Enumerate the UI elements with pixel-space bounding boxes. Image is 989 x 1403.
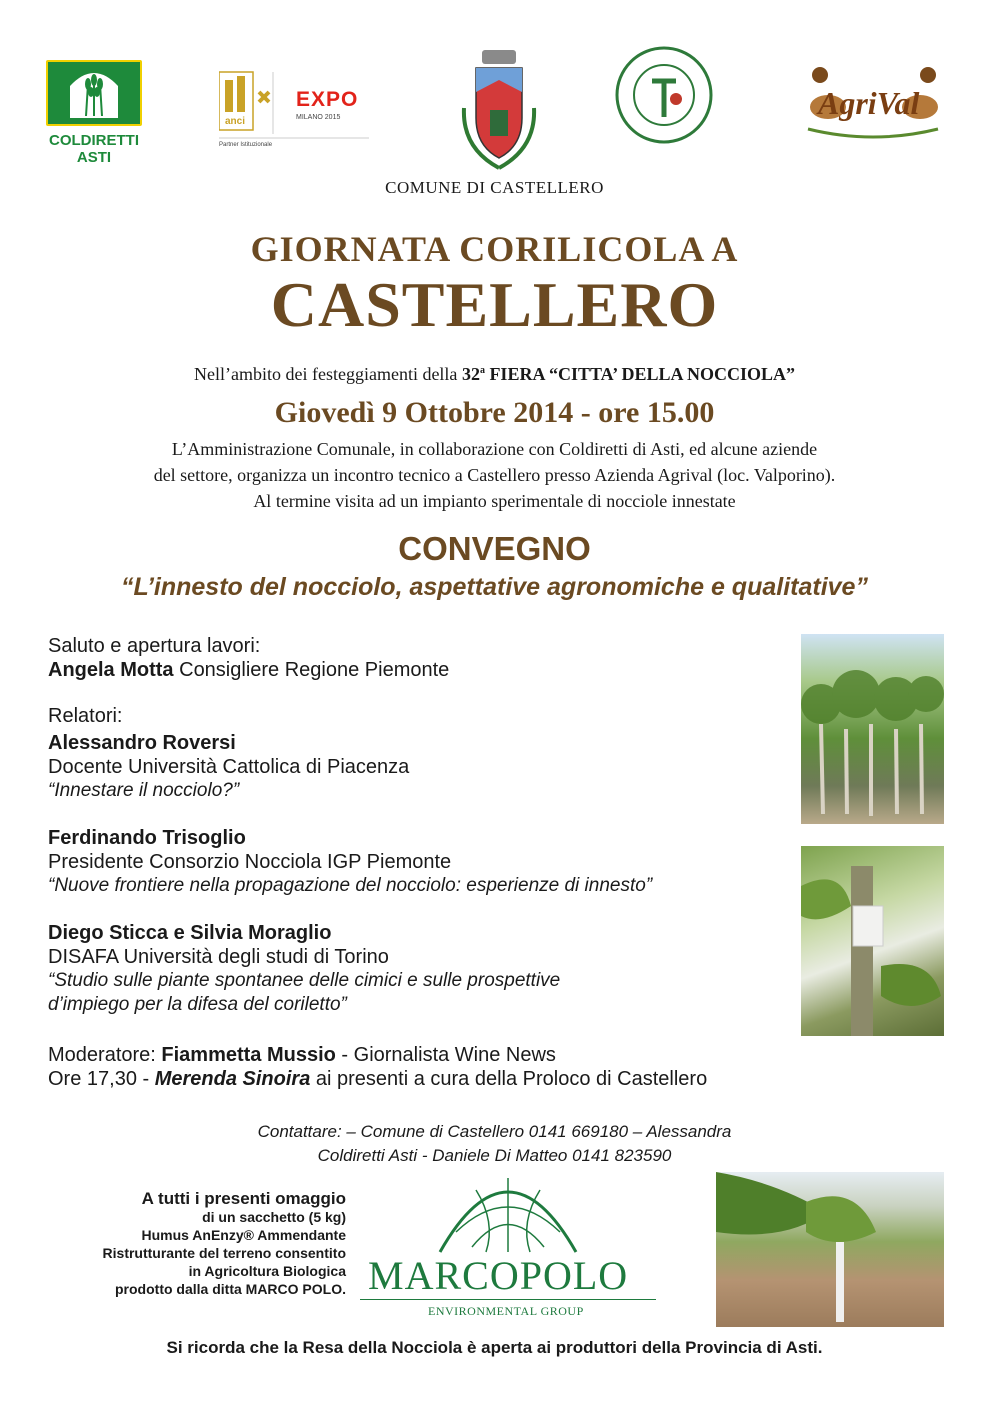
marcopolo-name: MARCOPOLO: [368, 1253, 629, 1298]
coat-of-arms-icon: [454, 48, 544, 173]
moderatore-block: Moderatore: Fiammetta Mussio - Giornalista Wine News Ore 17,30 - Merenda Sinoira ai presenti a cura della Proloco di Castellero: [48, 1044, 708, 1090]
partner-label: Partner Istituzionale: [219, 142, 273, 148]
hazelnut-plants-photo: [801, 634, 944, 824]
agrival-word: AgriVal: [818, 85, 920, 121]
speaker-block: Ferdinando Trisoglio Presidente Consorzio Nocciola IGP Piemonte “Nuove frontiere nella propagazione del nocciolo: esperienze di innesto”: [48, 827, 653, 896]
saluto-block: Saluto e apertura lavori: Angela Motta Consigliere Regione Piemonte: [48, 635, 450, 681]
speaker-block: Diego Sticca e Silvia Moraglio DISAFA Università degli studi di Torino “Studio sulle piante spontanee delle cimici e sulle prospettive d’impiego per la difesa del coriletto”: [48, 922, 561, 1015]
convegno-heading: CONVEGNO: [398, 530, 591, 567]
agrival-logo: [798, 55, 948, 145]
omaggio-text: A tutti i presenti omaggio di un sacchetto (5 kg) Humus AnEnzy® Ammendante Ristrutturante del terreno consentito in Agricoltura Biologica prodotto dalla ditta MARCO POLO.: [102, 1189, 346, 1297]
ambito-line: Nell’ambito dei festeggiamenti della 32$^a$ FIERA “CITTA’ DELLA NOCCIOLA”: [194, 364, 795, 384]
marcopolo-logo: [360, 1172, 656, 1322]
event-date: Giovedì 9 Ottobre 2014 - ore 15.00: [274, 396, 715, 429]
convegno-subtitle: “L’innesto del nocciolo, aspettative agronomiche e qualitative”: [121, 573, 868, 601]
title-line-1: GIORNATA CORILICOLA A: [250, 229, 739, 269]
contact-info: Contattare: – Comune di Castellero 0141 669180 – Alessandra Coldiretti Asti - Daniele Di Matteo 0141 823590: [257, 1122, 732, 1165]
comune-name: COMUNE DI CASTELLERO: [385, 178, 604, 197]
field-photo: [716, 1172, 944, 1327]
comunita-locale-logo: [614, 45, 714, 145]
anci-expo-logo: [219, 70, 379, 150]
speaker-block: Alessandro Roversi Docente Università Cattolica di Piacenza “Innestare il nocciolo?”: [48, 732, 410, 801]
expo-word: EXPO: [296, 88, 359, 111]
marcopolo-sub: ENVIRONMENTAL GROUP: [428, 1304, 584, 1318]
globe-icon: [436, 1172, 580, 1258]
wheat-icon: [46, 60, 142, 126]
relatori-label: Relatori:: [48, 705, 123, 727]
footer-note: Si ricorda che la Resa della Nocciola è aperta ai produttori della Provincia di Asti.: [166, 1338, 823, 1357]
expo-sub: MILANO 2015: [296, 114, 341, 121]
grafted-branch-photo: [801, 846, 944, 1036]
title-line-2: CASTELLERO: [270, 269, 719, 340]
marcopolo-divider: [360, 1299, 656, 1300]
intro-text: L’Amministrazione Comunale, in collaborazione con Coldiretti di Asti, ed alcune aziende del settore, organizza un incontro tecnico a Castellero presso Azienda Agrival (loc. Valporino). Al termine visita ad un impianto sperimentale di nocciole innestate: [153, 439, 836, 511]
coldiretti-label: COLDIRETTI ASTI: [49, 132, 139, 166]
coldiretti-logo: [46, 60, 142, 166]
anci-label: anci: [225, 116, 246, 127]
